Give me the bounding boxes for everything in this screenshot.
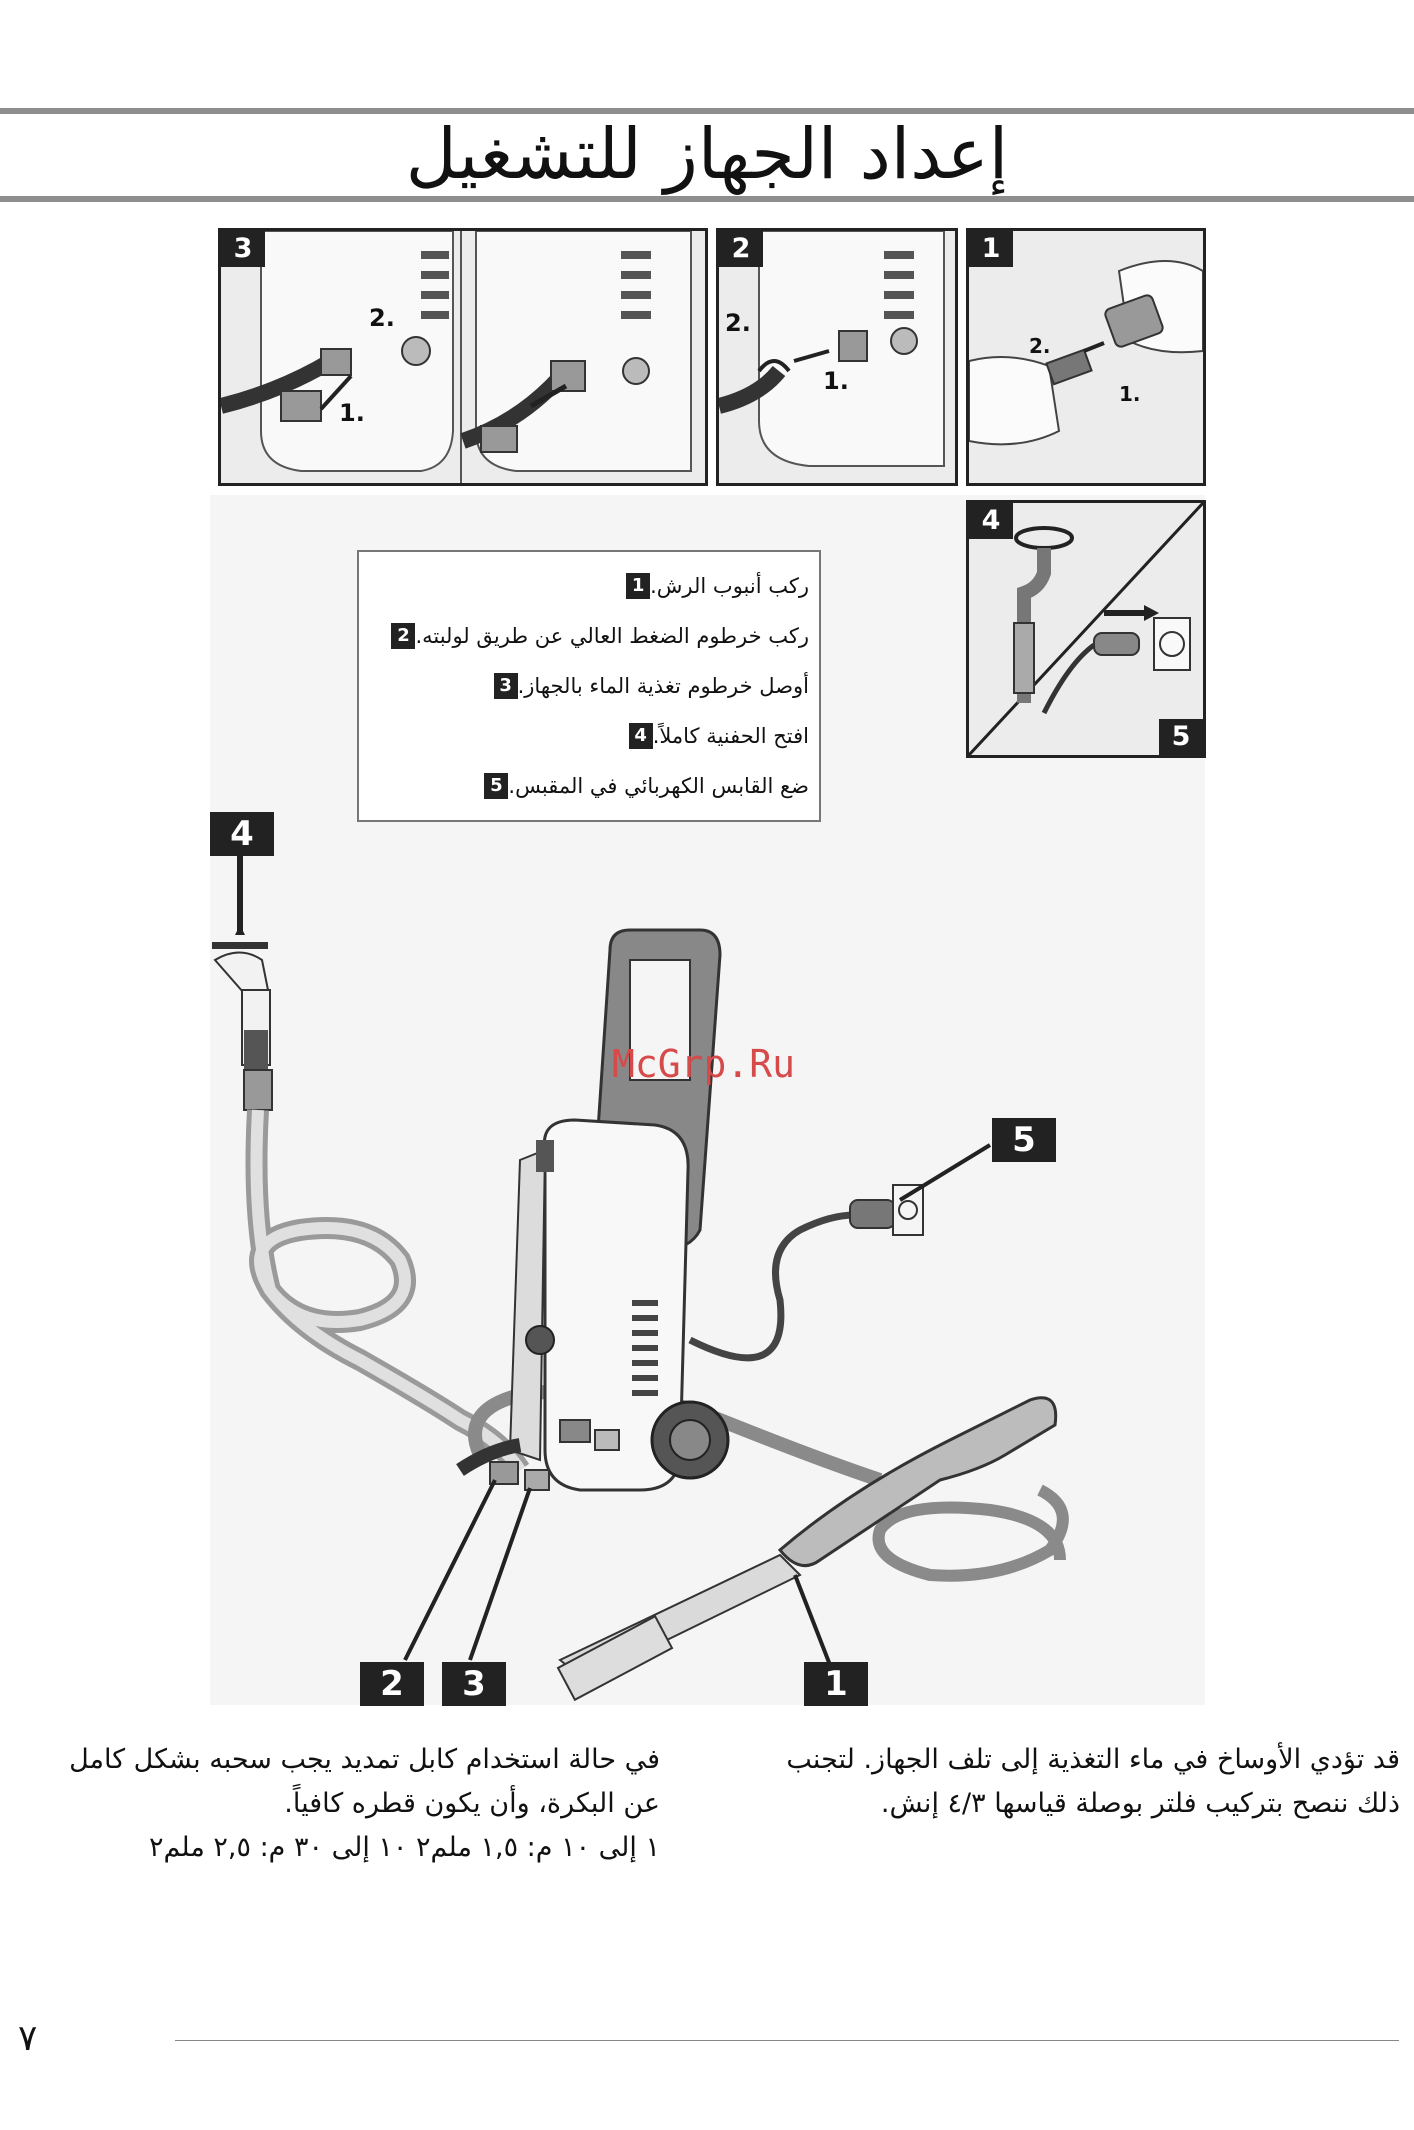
- legend-item: [614, 568, 809, 604]
- watermark-text: McGrp.Ru: [612, 1042, 796, 1086]
- panel-step-2: [716, 228, 958, 486]
- panel-1-illustration: [969, 231, 1203, 483]
- legend-item-text: ركب أنبوب الرش.: [650, 574, 809, 598]
- panel-step-1: [966, 228, 1206, 486]
- note-right-line-2: ذلك ننصح بتركيب فلتر بوصلة قياسها ٤/٣ إنش.: [880, 1788, 1400, 1819]
- note-left-line-3: ١ إلى ١٠ م: ١,٥ ملم٢ ١٠ إلى ٣٠ م: ٢,٥ ملم٢: [148, 1832, 660, 1863]
- callout-2: 2: [360, 1662, 424, 1706]
- panel-3-step-one: 1.: [339, 399, 365, 427]
- legend-item-number: 3: [494, 673, 518, 699]
- panel-step-4-5: [966, 500, 1206, 758]
- panel-1-step-one: 1.: [1119, 382, 1141, 406]
- panel-4-badge: 4: [969, 503, 1013, 539]
- panel-1-step-two: 2.: [1029, 334, 1051, 358]
- legend-item-number: 5: [484, 773, 508, 799]
- note-right: [740, 1738, 1400, 1826]
- legend-item-text: أوصل خرطوم تغذية الماء بالجهاز.: [517, 674, 809, 698]
- panel-2-step-one: 1.: [823, 367, 849, 395]
- panel-1-badge: 1: [969, 231, 1013, 267]
- note-right-line-1: قد تؤدي الأوساخ في ماء التغذية إلى تلف الجهاز. لتجنب: [786, 1744, 1400, 1775]
- pressure-washer-illustration: [0, 800, 1414, 1710]
- legend-item: [482, 668, 809, 704]
- page-title: إعداد الجهاز للتشغيل: [405, 113, 1009, 195]
- callout-1: 1: [804, 1662, 868, 1706]
- panel-3-illustration: [221, 231, 705, 483]
- legend-item: [617, 718, 809, 754]
- legend-item-text: افتح الحفنية كاملاً.: [652, 724, 809, 748]
- panel-2-illustration: [719, 231, 955, 483]
- panel-5-badge: 5: [1159, 719, 1203, 755]
- panel-4-5-illustration: [969, 503, 1203, 755]
- steps-legend: [357, 550, 821, 822]
- note-left: [15, 1738, 660, 1870]
- callout-3: 3: [442, 1662, 506, 1706]
- panel-step-3: [218, 228, 708, 486]
- callout-4: 4: [210, 812, 274, 856]
- legend-item-text: ركب خرطوم الضغط العالي عن طريق لولبته.: [415, 624, 809, 648]
- footer-rule: [175, 2040, 1399, 2041]
- legend-item-number: 1: [626, 573, 650, 599]
- panel-2-step-two: 2.: [725, 309, 751, 337]
- legend-item-text: ضع القابس الكهربائي في المقبس.: [508, 774, 809, 798]
- legend-item: [379, 618, 809, 654]
- legend-item-number: 2: [391, 623, 415, 649]
- legend-item: [472, 768, 809, 804]
- page-number: ٧: [18, 2018, 38, 2059]
- note-left-line-1: في حالة استخدام كابل تمديد يجب سحبه بشكل كامل: [69, 1744, 660, 1775]
- callout-5: 5: [992, 1118, 1056, 1162]
- panel-3-step-two: 2.: [369, 304, 395, 332]
- panel-2-badge: 2: [719, 231, 763, 267]
- header-rule-bottom: [0, 196, 1414, 202]
- legend-item-number: 4: [629, 723, 653, 749]
- panel-3-badge: 3: [221, 231, 265, 267]
- note-left-line-2: عن البكرة، وأن يكون قطره كافياً.: [284, 1788, 660, 1819]
